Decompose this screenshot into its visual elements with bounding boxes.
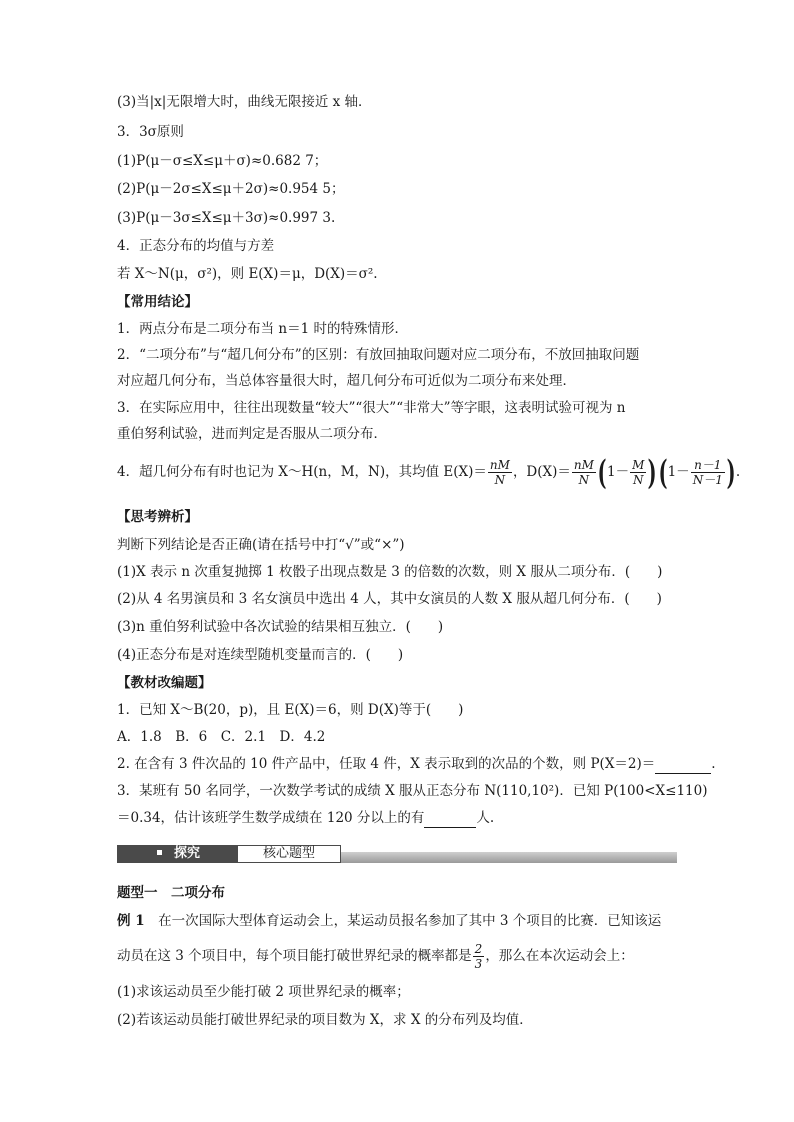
textbook-exercise-3-line-2 (117, 808, 494, 828)
three-sigma-rule-1: (1)P(μ－σ≤X≤μ＋σ)≈0.682 7； (117, 153, 328, 169)
thinking-question-3: (3)n 重伯努利试验中各次试验的结果相互独立．( ) (117, 619, 444, 635)
mean-fraction (488, 458, 512, 487)
textbook-exercise-2 (117, 754, 716, 774)
correction-fraction-denominator: N－1 (692, 473, 723, 487)
answer-blank-3 (424, 811, 476, 828)
example-line-2-prefix: 动员在这 3 个项目中，每个项目能打破世界纪录的概率都是 (117, 948, 472, 964)
one-minus-2: 1－ (667, 464, 690, 480)
section-banner-dark (117, 845, 237, 863)
conclusion-2-line-2: 对应超几何分布，当总体容量很大时，超几何分布可近似为二项分布来处理． (117, 373, 576, 389)
textbook-exercise-1: 1．已知 X～B(20，p)，且 E(X)＝6，则 D(X)等于( ) (117, 702, 464, 718)
conclusion-2-line-1: 2．“二项分布”与“超几何分布”的区别：有放回抽取问题对应二项分布，不放回抽取问题 (117, 347, 640, 363)
three-sigma-rule-3: (3)P(μ－3σ≤X≤μ＋3σ)≈0.997 3. (117, 210, 336, 226)
example-line-2 (117, 938, 634, 974)
textbook-exercise-3-text: ＝0.34，估计该班学生数学成绩在 120 分以上的有 (117, 810, 425, 826)
conclusion-4-mid: ，D(X)＝ (512, 464, 571, 480)
probability-denominator: 3 (474, 957, 483, 971)
correction-fraction (691, 458, 725, 487)
left-paren-2: ( (658, 452, 667, 493)
thinking-question-2: (2)从 4 名男演员和 3 名女演员中选出 4 人，其中女演员的人数 X 服从超几何分布．( ) (117, 591, 662, 607)
section-dark-label: 探究 (174, 846, 201, 861)
answer-blank-2 (655, 757, 711, 774)
variance-fraction-denominator: N (578, 473, 590, 487)
thinking-intro: 判断下列结论是否正确(请在括号中打“√”或“×”) (117, 537, 405, 553)
example-label: 例 1 (117, 913, 145, 929)
example-question-1: (1)求该运动员至少能打破 2 项世界纪录的概率； (117, 984, 410, 1000)
example-question-2: (2)若该运动员能打破世界纪录的项目数为 X，求 X 的分布列及均值． (117, 1012, 533, 1028)
mean-fraction-denominator: N (494, 473, 506, 487)
conclusion-4 (117, 452, 740, 492)
thinking-question-1: (1)X 表示 n 次重复抛掷 1 枚骰子出现点数是 3 的倍数的次数，则 X 服从二项分布．( ) (117, 564, 663, 580)
variance-fraction-numerator: nM (573, 458, 594, 472)
textbook-exercise-3-end: 人. (476, 810, 495, 826)
probability-numerator: 2 (474, 942, 483, 956)
conclusion-3-line-1: 3．在实际应用中，往往出现数量“较大”“很大”“非常大”等字眼，这表明试验可视为 n (117, 400, 626, 416)
property-3: (3)当|x|无限增大时，曲线无限接近 x 轴． (117, 94, 372, 110)
mean-variance-heading: 4．正态分布的均值与方差 (117, 238, 275, 254)
conclusion-1: 1．两点分布是二项分布当 n＝1 时的特殊情形． (117, 321, 408, 337)
textbook-heading: 【教材改编题】 (117, 675, 212, 691)
textbook-exercise-3-line-1: 3．某班有 50 名同学，一次数学考试的成绩 X 服从正态分布 N(110,10²)．已知 P(100<X≤110) (117, 783, 708, 799)
section-light-label: 核心题型 (237, 845, 341, 863)
m-over-n-fraction (630, 458, 646, 487)
one-minus-1: 1－ (607, 464, 630, 480)
right-paren-1: ) (648, 452, 657, 493)
example-line-2-suffix: ，那么在本次运动会上： (485, 948, 634, 964)
example-line-1 (117, 911, 661, 931)
conclusion-4-period: . (735, 464, 741, 480)
left-paren-1: ( (597, 452, 607, 493)
variance-fraction (572, 458, 596, 487)
three-sigma-heading: 3．3σ原则 (117, 124, 184, 140)
textbook-exercise-2-end: . (711, 756, 716, 772)
square-bullet-icon (157, 850, 162, 855)
conclusion-4-prefix: 4．超几何分布有时也记为 X～H(n，M，N)，其均值 E(X)＝ (117, 464, 487, 480)
right-paren-2: ) (726, 452, 736, 493)
textbook-exercise-2-text: 2. 在含有 3 件次品的 10 件产品中，任取 4 件，X 表示取到的次品的个数，则 P(X＝2)＝ (117, 756, 656, 772)
m-over-n-numerator: M (632, 458, 645, 472)
section-gradient-rule (341, 852, 677, 863)
probability-fraction (473, 942, 485, 971)
conclusion-3-line-2: 重伯努利试验，进而判定是否服从二项分布． (117, 426, 387, 442)
thinking-heading: 【思考辨析】 (117, 509, 198, 525)
m-over-n-denominator: N (633, 473, 644, 487)
textbook-exercise-1-options: A．1.8 B．6 C．2.1 D．4.2 (117, 729, 326, 745)
mean-fraction-numerator: nM (489, 458, 510, 472)
example-line-1-text: 在一次国际大型体育运动会上，某运动员报名参加了其中 3 个项目的比赛．已知该运 (144, 913, 662, 929)
correction-fraction-numerator: n－1 (691, 458, 725, 473)
type-heading: 题型一 二项分布 (117, 885, 225, 901)
thinking-question-4: (4)正态分布是对连续型随机变量而言的．( ) (117, 647, 404, 663)
section-banner (117, 843, 677, 865)
conclusions-heading: 【常用结论】 (117, 294, 198, 310)
mean-variance-line: 若 X～N(μ，σ²)，则 E(X)＝μ，D(X)＝σ². (117, 266, 378, 282)
three-sigma-rule-2: (2)P(μ－2σ≤X≤μ＋2σ)≈0.954 5； (117, 181, 345, 197)
